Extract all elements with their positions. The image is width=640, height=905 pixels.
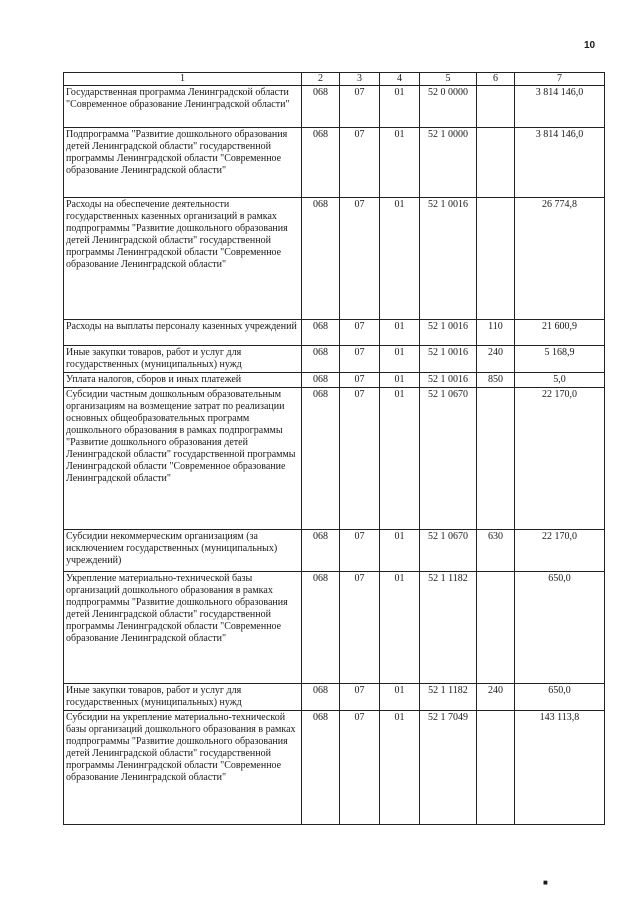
table-row — [64, 684, 605, 711]
table-row — [64, 572, 605, 684]
subsection-code: 01 — [380, 684, 420, 711]
row-description: Иные закупки товаров, работ и услуг для государственных (муниципальных) нужд — [64, 346, 302, 373]
subsection-code: 01 — [380, 711, 420, 825]
row-description: Уплата налогов, сборов и иных платежей — [64, 373, 302, 388]
ministry-code: 068 — [302, 373, 340, 388]
amount: 650,0 — [515, 684, 605, 711]
target-item-code: 52 0 0000 — [420, 86, 477, 128]
amount: 22 170,0 — [515, 388, 605, 530]
subsection-code: 01 — [380, 373, 420, 388]
subsection-code: 01 — [380, 388, 420, 530]
column-header: 7 — [515, 73, 605, 86]
amount: 650,0 — [515, 572, 605, 684]
row-description: Иные закупки товаров, работ и услуг для государственных (муниципальных) нужд — [64, 684, 302, 711]
subsection-code: 01 — [380, 128, 420, 198]
ministry-code: 068 — [302, 346, 340, 373]
amount: 3 814 146,0 — [515, 86, 605, 128]
table-row — [64, 320, 605, 346]
target-item-code: 52 1 0670 — [420, 530, 477, 572]
section-code: 07 — [340, 86, 380, 128]
target-item-code: 52 1 0016 — [420, 346, 477, 373]
row-description: Подпрограмма "Развитие дошкольного образования детей Ленинградской области" государственной программы Ленинградской области "Современное образование Ленинградской области" — [64, 128, 302, 198]
section-code: 07 — [340, 320, 380, 346]
table-body — [64, 86, 605, 825]
expense-type-code: 850 — [477, 373, 515, 388]
expense-type-code — [477, 572, 515, 684]
expense-type-code — [477, 388, 515, 530]
subsection-code: 01 — [380, 530, 420, 572]
table-row — [64, 198, 605, 320]
amount: 5,0 — [515, 373, 605, 388]
section-code: 07 — [340, 711, 380, 825]
target-item-code: 52 1 0016 — [420, 373, 477, 388]
table-row — [64, 346, 605, 373]
row-description: Расходы на выплаты персоналу казенных учреждений — [64, 320, 302, 346]
expense-type-code: 240 — [477, 346, 515, 373]
amount: 143 113,8 — [515, 711, 605, 825]
column-header: 6 — [477, 73, 515, 86]
page-number: 10 — [584, 40, 596, 51]
row-description: Расходы на обеспечение деятельности государственных казенных организаций в рамках подпрограммы "Развитие дошкольного образования детей Ленинградской области" государственной программы Ленинградской области "Современное образование Ленинградской области" — [64, 198, 302, 320]
target-item-code: 52 1 0016 — [420, 320, 477, 346]
ministry-code: 068 — [302, 530, 340, 572]
section-code: 07 — [340, 530, 380, 572]
ministry-code: 068 — [302, 388, 340, 530]
amount: 5 168,9 — [515, 346, 605, 373]
column-header: 4 — [380, 73, 420, 86]
column-header: 3 — [340, 73, 380, 86]
section-code: 07 — [340, 346, 380, 373]
table-row — [64, 530, 605, 572]
ministry-code: 068 — [302, 684, 340, 711]
subsection-code: 01 — [380, 572, 420, 684]
section-code: 07 — [340, 128, 380, 198]
column-header: 5 — [420, 73, 477, 86]
table-row — [64, 373, 605, 388]
subsection-code: 01 — [380, 198, 420, 320]
ministry-code: 068 — [302, 711, 340, 825]
footer-mark: ■ — [543, 878, 548, 887]
row-description: Субсидии некоммерческим организациям (за исключением государственных (муниципальных) учреждений) — [64, 530, 302, 572]
table-row — [64, 711, 605, 825]
table-row — [64, 86, 605, 128]
ministry-code: 068 — [302, 572, 340, 684]
ministry-code: 068 — [302, 198, 340, 320]
budget-table — [63, 72, 605, 825]
target-item-code: 52 1 1182 — [420, 684, 477, 711]
row-description: Укрепление материально-технической базы организаций дошкольного образования в рамках подпрограммы "Развитие дошкольного образования детей Ленинградской области" государственной программы Ленинградской области "Современное образование Ленинградской области" — [64, 572, 302, 684]
row-description: Субсидии на укрепление материально-технической базы организаций дошкольного образования в рамках подпрограммы "Развитие дошкольного образования детей Ленинградской области" государственной программы Ленинградской области "Современное образование Ленинградской области" — [64, 711, 302, 825]
table-header — [64, 73, 605, 86]
target-item-code: 52 1 0016 — [420, 198, 477, 320]
row-description: Государственная программа Ленинградской области "Современное образование Ленинградской области" — [64, 86, 302, 128]
section-code: 07 — [340, 684, 380, 711]
amount: 26 774,8 — [515, 198, 605, 320]
column-header: 2 — [302, 73, 340, 86]
ministry-code: 068 — [302, 320, 340, 346]
expense-type-code: 630 — [477, 530, 515, 572]
expense-type-code — [477, 198, 515, 320]
amount: 22 170,0 — [515, 530, 605, 572]
expense-type-code: 240 — [477, 684, 515, 711]
amount: 21 600,9 — [515, 320, 605, 346]
expense-type-code — [477, 86, 515, 128]
target-item-code: 52 1 0000 — [420, 128, 477, 198]
target-item-code: 52 1 7049 — [420, 711, 477, 825]
section-code: 07 — [340, 572, 380, 684]
expense-type-code — [477, 711, 515, 825]
table-row — [64, 128, 605, 198]
header-row — [64, 73, 605, 86]
expense-type-code — [477, 128, 515, 198]
target-item-code: 52 1 0670 — [420, 388, 477, 530]
section-code: 07 — [340, 198, 380, 320]
subsection-code: 01 — [380, 346, 420, 373]
amount: 3 814 146,0 — [515, 128, 605, 198]
row-description: Субсидии частным дошкольным образовательным организациям на возмещение затрат по реализации основных общеобразовательных программ дошкольного образования в рамках подпрограммы "Развитие дошкольного образования детей Ленинградской области" государственной программы Ленинградской области "Современное образование Ленинградской области" — [64, 388, 302, 530]
subsection-code: 01 — [380, 86, 420, 128]
ministry-code: 068 — [302, 86, 340, 128]
subsection-code: 01 — [380, 320, 420, 346]
section-code: 07 — [340, 373, 380, 388]
table-row — [64, 388, 605, 530]
column-header: 1 — [64, 73, 302, 86]
expense-type-code: 110 — [477, 320, 515, 346]
section-code: 07 — [340, 388, 380, 530]
target-item-code: 52 1 1182 — [420, 572, 477, 684]
ministry-code: 068 — [302, 128, 340, 198]
